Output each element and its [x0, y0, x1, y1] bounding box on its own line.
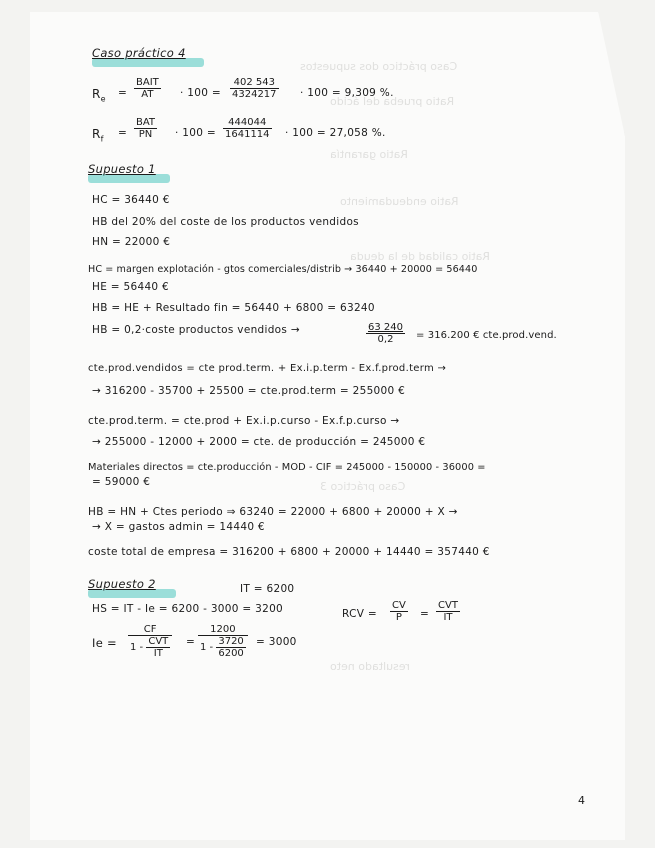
ie-result: = 3000	[256, 636, 297, 648]
bleed-through: Caso práctico 3	[320, 480, 406, 493]
note-line: HN = 22000 €	[92, 236, 171, 248]
note-line: → 255000 - 12000 + 2000 = cte. de producción = 245000 €	[92, 436, 426, 448]
re-result: · 100 = 9,309 %.	[300, 87, 394, 99]
re-value-denominator: 4324217	[232, 89, 277, 100]
ie-inner-fraction	[146, 636, 170, 659]
rcv-fraction-cvt-it	[436, 600, 460, 623]
re-value-numerator: 402 543	[230, 77, 279, 89]
bleed-through: Caso práctico dos supuestos	[300, 60, 458, 73]
rcv-numerator: CV	[392, 600, 406, 611]
rf-fraction-values	[223, 117, 272, 140]
ie-equals: =	[186, 636, 196, 648]
hb-coste-prefix: HB = 0,2·coste productos vendidos →	[92, 324, 300, 336]
rf-denominator: PN	[138, 129, 153, 140]
note-line: → 316200 - 35700 + 25500 = cte.prod.term = 255000 €	[92, 385, 406, 397]
rcv-denominator: P	[395, 612, 402, 623]
rcv-equals: =	[420, 608, 430, 620]
note-line: HE = 56440 €	[92, 281, 170, 293]
note-line: HC = 36440 €	[92, 194, 170, 206]
rf-times-100: · 100 =	[175, 127, 216, 139]
rcv-numerator-2: CVT	[438, 600, 458, 611]
rf-subscript: f	[100, 134, 104, 144]
hb-fraction	[366, 322, 405, 345]
re-fraction-values	[230, 77, 279, 100]
ie-fraction	[128, 624, 172, 659]
page-number: 4	[578, 794, 585, 807]
rcv-denominator-2: IT	[443, 612, 453, 623]
note-line: coste total de empresa = 316200 + 6800 + 20000 + 14440 = 357440 €	[88, 546, 490, 558]
hs-formula: HS = IT - Ie = 6200 - 3000 = 3200	[92, 603, 284, 615]
bleed-through: Ratio endeudamiento	[340, 195, 459, 208]
section-heading-caso-practico-4: Caso práctico 4	[92, 46, 186, 60]
note-line: HB del 20% del coste de los productos vendidos	[92, 216, 359, 228]
ie-value-denominator	[198, 636, 248, 659]
section-heading-supuesto-2: Supuesto 2	[88, 577, 156, 591]
note-line: HB = HE + Resultado fin = 56440 + 6800 = 63240	[92, 302, 375, 314]
ie-inner-denominator: IT	[153, 648, 163, 659]
ie-denominator-one: 1 -	[130, 642, 144, 653]
re-symbol: R	[92, 87, 101, 101]
note-line: Materiales directos = cte.producción - MOD - CIF = 245000 - 150000 - 36000 =	[88, 462, 486, 473]
hb-fraction-denominator: 0,2	[377, 334, 394, 345]
ie-value-inner-denominator: 6200	[218, 648, 244, 659]
re-times-100: · 100 =	[180, 87, 221, 99]
re-fraction-bait-at	[134, 77, 161, 100]
bleed-through: Ratio prueba del ácido	[330, 95, 455, 108]
rcv-label: RCV =	[342, 608, 377, 620]
rf-numerator: BAT	[136, 117, 156, 128]
rf-equals: =	[118, 127, 128, 139]
ie-inner-numerator: CVT	[148, 636, 169, 647]
ie-value-numerator: 1200	[198, 624, 248, 636]
ie-fraction-values	[198, 624, 248, 659]
it-value: IT = 6200	[240, 583, 295, 595]
hb-coste-suffix: = 316.200 € cte.prod.vend.	[416, 330, 557, 341]
ie-denominator	[128, 636, 172, 659]
ie-value-inner-fraction	[216, 636, 245, 659]
ie-label: Ie =	[92, 636, 117, 650]
note-line: HC = margen explotación - gtos comerciales/distrib → 36440 + 20000 = 56440	[88, 264, 478, 275]
section-heading-supuesto-1: Supuesto 1	[88, 162, 156, 176]
note-line: → X = gastos admin = 14440 €	[92, 521, 265, 533]
bleed-through: Ratio calidad de la deuda	[350, 250, 490, 263]
re-subscript: e	[100, 94, 106, 104]
re-numerator: BAIT	[136, 77, 159, 88]
note-line: HB = HN + Ctes periodo ⇒ 63240 = 22000 + 6800 + 20000 + X →	[88, 506, 458, 518]
ie-value-denominator-one: 1 -	[200, 642, 214, 653]
note-line: cte.prod.term. = cte.prod + Ex.i.p.curso - Ex.f.p.curso →	[88, 415, 400, 427]
bleed-through: Ratio garantía	[330, 148, 408, 161]
ie-numerator: CF	[128, 624, 172, 636]
rf-result: · 100 = 27,058 %.	[285, 127, 386, 139]
rf-fraction-bat-pn	[134, 117, 157, 140]
re-denominator: AT	[141, 89, 154, 100]
re-equals: =	[118, 87, 128, 99]
rf-symbol: R	[92, 127, 101, 141]
ie-value-inner-numerator: 3720	[218, 636, 244, 647]
note-line: = 59000 €	[92, 476, 151, 488]
rf-value-denominator: 1641114	[225, 129, 270, 140]
hb-fraction-numerator: 63 240	[368, 322, 403, 333]
rf-value-numerator: 444044	[223, 117, 272, 129]
bleed-through: resultado neto	[330, 660, 410, 673]
rcv-fraction-cv-p	[390, 600, 408, 623]
note-line: cte.prod.vendidos = cte prod.term. + Ex.i.p.term - Ex.f.prod.term →	[88, 363, 447, 374]
